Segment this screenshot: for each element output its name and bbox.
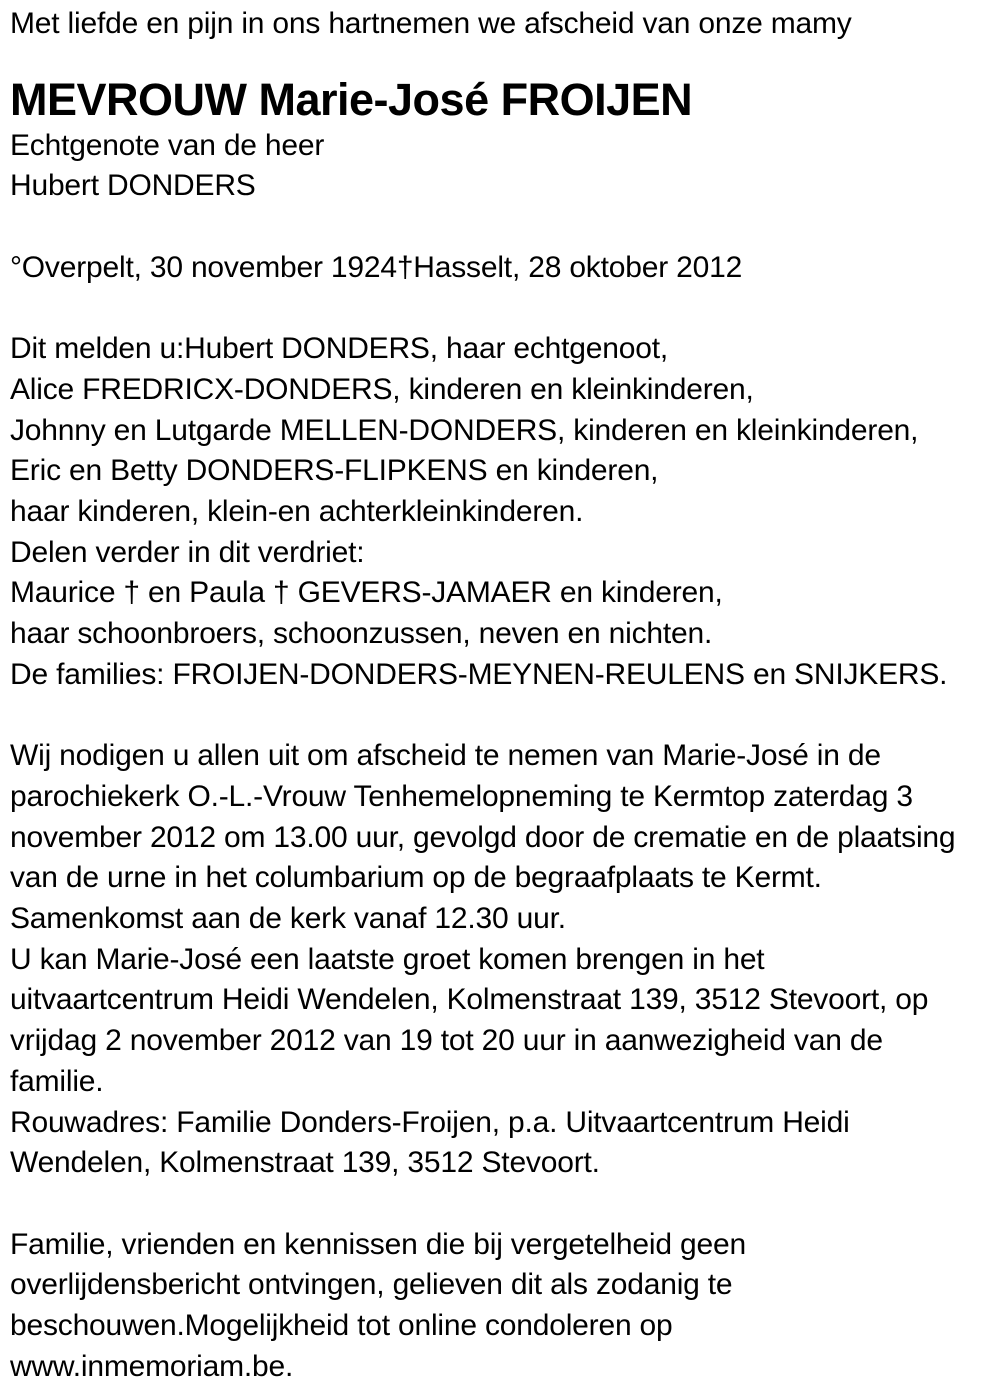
subtitle-line: Hubert DONDERS [10, 169, 256, 203]
announcement-line: Eric en Betty DONDERS-FLIPKENS en kinderen, [10, 454, 659, 488]
closing-line: Familie, vrienden en kennissen die bij vergetelheid geen [10, 1227, 746, 1261]
announcement-line: Johnny en Lutgarde MELLEN-DONDERS, kinderen en kleinkinderen, [10, 413, 919, 447]
ceremony-line: Samenkomst aan de kerk vanaf 12.30 uur. [10, 902, 566, 936]
ceremony-line: Wij nodigen u allen uit om afscheid te nemen van Marie-José in de [10, 739, 881, 773]
announcement-line: haar kinderen, klein-en achterkleinkinderen. [10, 495, 584, 528]
ceremony-line: uitvaartcentrum Heidi Wendelen, Kolmenstraat 139, 3512 Stevoort, op [10, 983, 929, 1017]
ceremony-line: november 2012 om 13.00 uur, gevolgd door de crematie en de plaatsing [10, 820, 956, 854]
blank-line [10, 1184, 990, 1225]
ceremony-line: Rouwadres: Familie Donders-Froijen, p.a. Uitvaartcentrum Heidi [10, 1105, 850, 1139]
closing-line: beschouwen.Mogelijkheid tot online condoleren op [10, 1309, 673, 1343]
ceremony-line: parochiekerk O.-L.-Vrouw Tenhemelopneming te Kermtop zaterdag 3 [10, 779, 913, 813]
ceremony-line: van de urne in het columbarium op de begraafplaats te Kermt. [10, 861, 822, 895]
ceremony-line: vrijdag 2 november 2012 van 19 tot 20 uur in aanwezigheid van de [10, 1024, 883, 1058]
blank-line [10, 207, 990, 248]
ceremony-line: U kan Marie-José een laatste groet komen brengen in het [10, 942, 765, 976]
blank-line [10, 289, 990, 330]
announcement-line: Alice FREDRICX-DONDERS, kinderen en kleinkinderen, [10, 372, 754, 406]
subtitle-line: Echtgenote van de heer [10, 128, 325, 162]
announcement-line: Delen verder in dit verdriet: [10, 535, 365, 569]
ceremony-line: Wendelen, Kolmenstraat 139, 3512 Stevoort. [10, 1146, 600, 1180]
announcement-line: haar schoonbroers, schoonzussen, neven en nichten. [10, 617, 713, 651]
blank-line [10, 696, 990, 737]
intro-line: Met liefde en pijn in ons hartnemen we afscheid van onze mamy [10, 7, 852, 40]
announcement-line: Dit melden u:Hubert DONDERS, haar echtgenoot, [10, 332, 668, 366]
deceased-name-title: MEVROUW Marie-José FROIJEN [10, 73, 693, 125]
closing-line: overlijdensbericht ontvingen, gelieven dit als zodanig te [10, 1268, 733, 1302]
announcement-line: De families: FROIJEN-DONDERS-MEYNEN-REULENS en SNIJKERS. [10, 657, 948, 691]
announcement-line: Maurice † en Paula † GEVERS-JAMAER en kinderen, [10, 576, 723, 610]
birth-death-line: °Overpelt, 30 november 1924†Hasselt, 28 oktober 2012 [10, 250, 743, 284]
ceremony-line: familie. [10, 1064, 104, 1098]
closing-line: www.inmemoriam.be. [10, 1349, 294, 1383]
